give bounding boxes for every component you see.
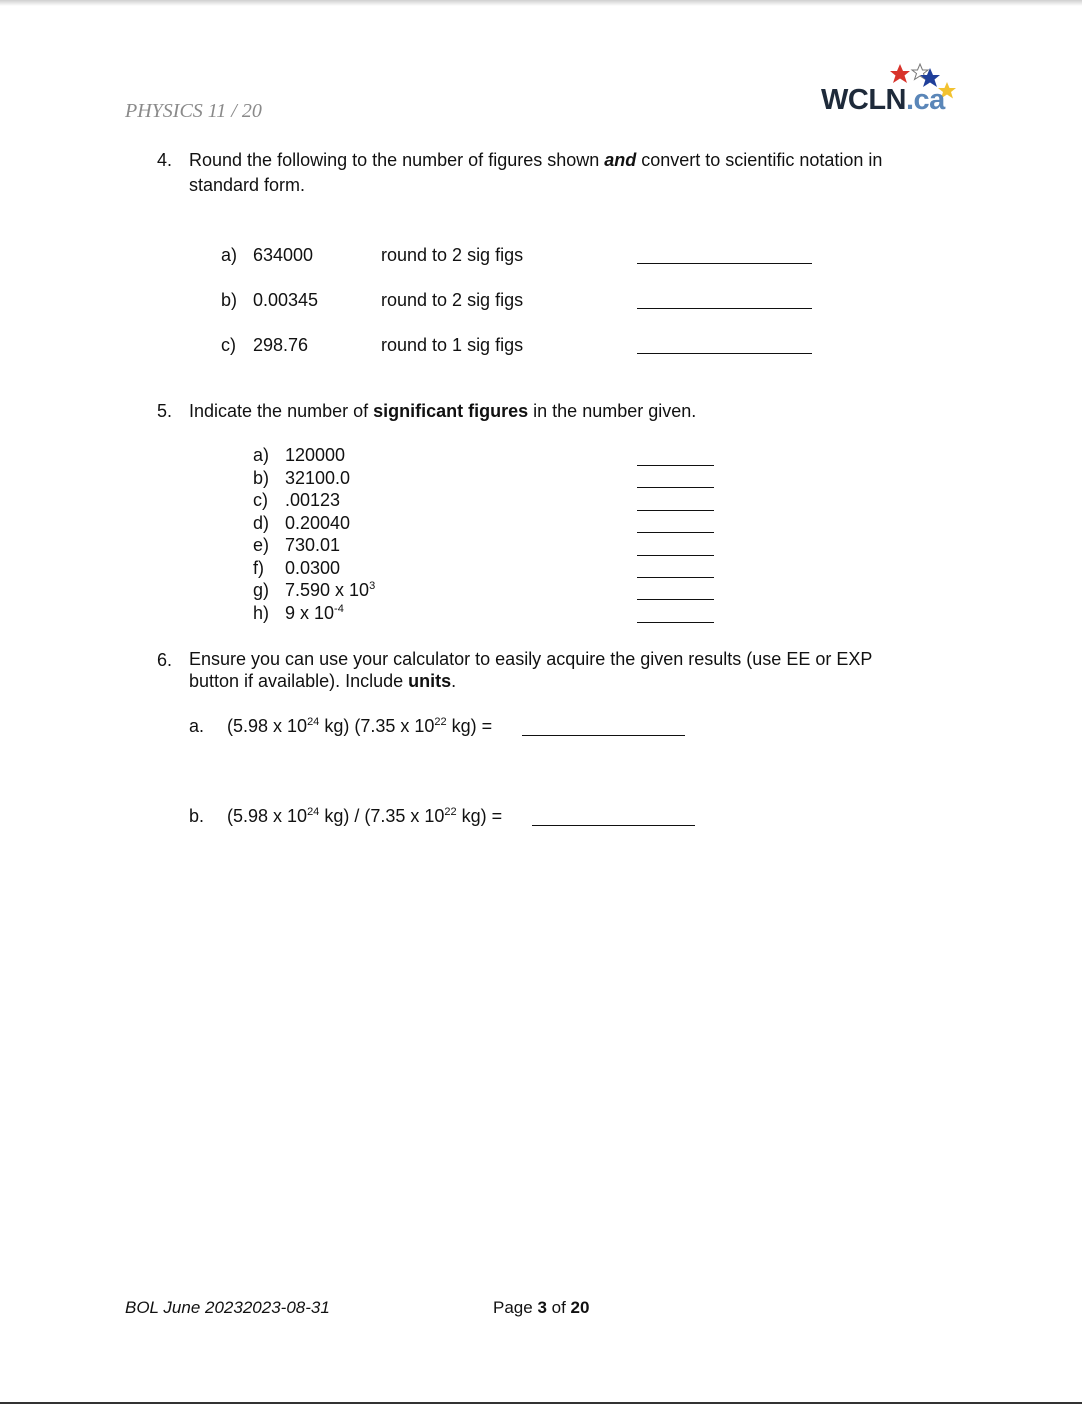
course-header: PHYSICS 11 / 20 xyxy=(125,100,262,122)
q4-item-c-instruction: round to 1 sig figs xyxy=(381,335,524,355)
q5-item-c-answer-blank[interactable] xyxy=(637,510,714,511)
q6-item-a-answer-blank[interactable] xyxy=(522,735,685,736)
q6-a-exp2: 22 xyxy=(434,716,447,728)
q5-item-h-answer-blank[interactable] xyxy=(637,622,714,623)
q5-item-d-label: d) xyxy=(253,513,270,533)
q6-number: 6. xyxy=(157,650,173,670)
logo-wordmark xyxy=(821,84,945,117)
q5-item-h-value xyxy=(285,602,344,625)
page-bottom-edge xyxy=(0,1402,1082,1404)
q5-item-c-label: c) xyxy=(253,490,268,510)
q4-item-b-value: 0.00345 xyxy=(253,290,319,310)
footer-of-word: of xyxy=(546,1298,571,1317)
q4-item-a-instruction: round to 2 sig figs xyxy=(381,245,524,265)
q5-item-h-mantissa: 9 x 10 xyxy=(285,603,335,623)
q5-item-e-answer-blank[interactable] xyxy=(637,555,714,556)
q6-item-b-expression xyxy=(227,804,502,828)
footer-page-word: Page xyxy=(493,1298,538,1317)
q4-item-c-answer-blank[interactable] xyxy=(637,353,812,354)
q5-item-g-mantissa: 7.590 x 10 xyxy=(285,580,370,600)
q4-item-c-value: 298.76 xyxy=(253,335,309,355)
q5-item-a-label: a) xyxy=(253,445,270,465)
q6-b-exp1: 24 xyxy=(307,806,320,818)
q5-item-h-label: h) xyxy=(253,603,270,623)
q5-item-g-value xyxy=(285,579,375,602)
q5-item-e-label: e) xyxy=(253,535,270,555)
q6-b-exp2: 22 xyxy=(444,806,457,818)
q6-item-b-answer-blank[interactable] xyxy=(532,825,695,826)
q6-line2-after: . xyxy=(451,671,457,691)
q4-item-a-answer-blank[interactable] xyxy=(637,263,812,264)
q6-b-part3: kg) = xyxy=(456,806,503,826)
q6-prompt-line1: Ensure you can use your calculator to easily acquire the given results (use EE or EXP xyxy=(189,649,873,669)
q5-item-g-answer-blank[interactable] xyxy=(637,599,714,600)
q5-item-e-value: 730.01 xyxy=(285,535,341,555)
q4-prompt-line2: standard form. xyxy=(189,175,306,195)
q4-item-b-label: b) xyxy=(221,290,238,310)
q6-b-part1: (5.98 x 10 xyxy=(227,806,308,826)
q4-text-after: convert to scientific notation in xyxy=(636,150,883,170)
q5-item-g-exponent: 3 xyxy=(369,580,376,592)
q5-text-bold: significant figures xyxy=(373,401,529,421)
q5-item-d-answer-blank[interactable] xyxy=(637,532,714,533)
q4-text-emph: and xyxy=(604,150,637,170)
q5-text-after: in the number given. xyxy=(528,401,697,421)
q6-a-exp1: 24 xyxy=(307,716,320,728)
q4-item-a-label: a) xyxy=(221,245,238,265)
q5-text-before: Indicate the number of xyxy=(189,401,374,421)
q6-item-b-label: b. xyxy=(189,806,205,826)
q4-text-before: Round the following to the number of figures shown xyxy=(189,150,605,170)
q5-item-f-answer-blank[interactable] xyxy=(637,577,714,578)
q4-number: 4. xyxy=(157,150,173,170)
q5-item-f-value: 0.0300 xyxy=(285,558,341,578)
q6-item-a-label: a. xyxy=(189,716,205,736)
footer-doc-info: BOL June 20232023-08-31 xyxy=(125,1298,330,1317)
q5-item-g-label: g) xyxy=(253,580,270,600)
q6-prompt-line2 xyxy=(189,670,456,692)
q6-b-part2: kg) / (7.35 x 10 xyxy=(319,806,445,826)
wcln-logo xyxy=(818,58,968,122)
q5-number: 5. xyxy=(157,401,173,421)
q4-item-b-answer-blank[interactable] xyxy=(637,308,812,309)
logo-text-suffix: .ca xyxy=(905,84,945,116)
logo-text-main: WCLN xyxy=(821,84,906,116)
footer-page-current: 3 xyxy=(537,1298,547,1317)
q6-a-part3: kg) = xyxy=(446,716,493,736)
q5-item-c-value: .00123 xyxy=(285,490,341,510)
q4-item-b-instruction: round to 2 sig figs xyxy=(381,290,524,310)
q5-item-d-value: 0.20040 xyxy=(285,513,351,533)
q5-prompt xyxy=(189,399,696,423)
q4-item-a-value: 634000 xyxy=(253,245,314,265)
q5-item-a-value: 120000 xyxy=(285,445,346,465)
q5-item-a-answer-blank[interactable] xyxy=(637,465,714,466)
q5-item-f-label: f) xyxy=(253,558,264,578)
q5-item-b-label: b) xyxy=(253,468,270,488)
q4-prompt-line1 xyxy=(189,148,882,172)
footer-page-total: 20 xyxy=(570,1298,590,1317)
q5-item-b-value: 32100.0 xyxy=(285,468,351,488)
q6-a-part2: kg) (7.35 x 10 xyxy=(319,716,435,736)
q6-line2-before: button if available). Include xyxy=(189,671,409,691)
q4-item-c-label: c) xyxy=(221,335,236,355)
q6-item-a-expression xyxy=(227,714,492,738)
q6-line2-bold: units xyxy=(408,671,452,691)
q5-item-h-exponent: -4 xyxy=(334,603,344,615)
q6-a-part1: (5.98 x 10 xyxy=(227,716,308,736)
page-top-shadow xyxy=(0,0,1082,6)
footer-page-number xyxy=(493,1298,589,1318)
q5-item-b-answer-blank[interactable] xyxy=(637,487,714,488)
